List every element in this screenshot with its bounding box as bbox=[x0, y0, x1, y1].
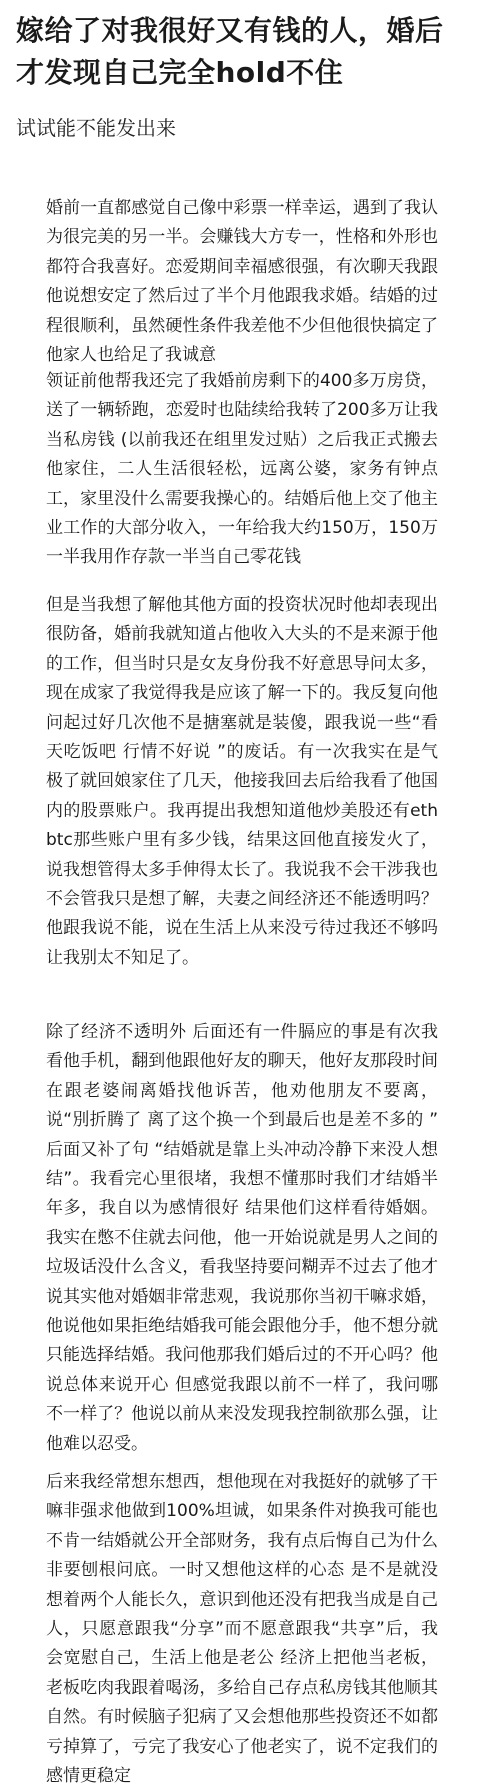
post-paragraph-1: 婚前一直都感觉自己像中彩票一样幸运，遇到了我认为很完美的另一半。会赚钱大方专一，性格和外形也都符合我喜好。恋爱期间幸福感很强，有次聊天我跟他说想安定了然后过了半个月他跟我求婚。结婚的过程很顺利，虽然硬性条件我差他不少但他很快搞定了他家人也给足了我诚意 bbox=[46, 198, 438, 366]
post-paragraph-2: 领证前他帮我还完了我婚前房剩下的400多万房贷，送了一辆轿跑，恋爱时也陆续给我转了200多万让我当私房钱 (以前我还在组里发过贴）之后我正式搬去他家住，二人生活很轻松，远离公婆，家务有钟点工，家里没什么需要我操心的。结婚后他上交了他主业工作的大部分收入，一年给我大约150万，150万一半我用作存款一半当自己零花钱 bbox=[46, 371, 438, 568]
post-title: 嫁给了对我很好又有钱的人，婚后才发现自己完全hold不住 bbox=[16, 14, 444, 89]
post-paragraph-4: 除了经济不透明外 后面还有一件膈应的事是有次我看他手机，翻到他跟他好友的聊天，他好友那段时间在跟老婆闹离婚找他诉苦，他劝他朋友不要离，说“別折腾了 离了这个换一个到最后也是差不多的 ” 后面又补了句 “结婚就是靠上头冲动冷静下来没人想结”。我看完心里很堵，我想不懂那时我们才结婚半年多，我自以为感情很好 结果他们这样看待婚姻。我实在憋不住就去问他，他一开始说就是男人之间的垃圾话没什么含义，看我坚持要问糊弄不过去了他才说其实他对婚姻非常悲观，我说那你当初干嘛求婚，他说他如果拒绝结婚我可能会跟他分手，他不想分就只能选择结婚。我问他那我们婚后过的不开心吗？他说总体来说开心 但感觉我跟以前不一样了，我问哪不一样了？他说以前从来没发现我控制欲那么强，让他难以忍受。 bbox=[46, 1022, 438, 1454]
post-subtitle: 试试能不能发出来 bbox=[16, 116, 176, 140]
post-paragraph-3: 但是当我想了解他其他方面的投资状况时他却表现出很防备，婚前我就知道占他收入大头的不是来源于他的工作，但当时只是女友身份我不好意思导问太多，现在成家了我觉得我是应该了解一下的。我反复向他问起过好几次他不是搪塞就是装傻，跟我说一些“看天吃饭吧 行情不好说 ”的废话。有一次我实在是气极了就回娘家住了几天，他接我回去后给我看了他国内的股票账户。我再提出我想知道他炒美股还有eth btc那些账户里有多少钱，结果这回他直接发火了，说我想管得太多手伸得太长了。我说我不会干涉我也不会管我只是想了解，夫妻之间经济还不能透明吗？他跟我说不能，说在生活上从来没亏待过我还不够吗 让我别太不知足了。 bbox=[46, 595, 438, 968]
post-paragraph-5: 后来我经常想东想西，想他现在对我挺好的就够了干嘛非强求他做到100%坦诚，如果条件对换我可能也不肯一结婚就公开全部财务，我有点后悔自己为什么非要刨根问底。一时又想他这样的心态 是不是就没想着两个人能长久，意识到他还没有把我当成是自己人，只愿意跟我“分享”而不愿意跟我“共享”后，我会宽慰自己，生活上他是老公 经济上把他当老板，老板吃肉我跟着喝汤，多给自己存点私房钱其他顺其自然。有时候脑子犯病了又会想他那些投资还不如都亏掉算了，亏完了我安心了他老实了，说不定我们的感情更稳定 bbox=[46, 1472, 438, 1787]
